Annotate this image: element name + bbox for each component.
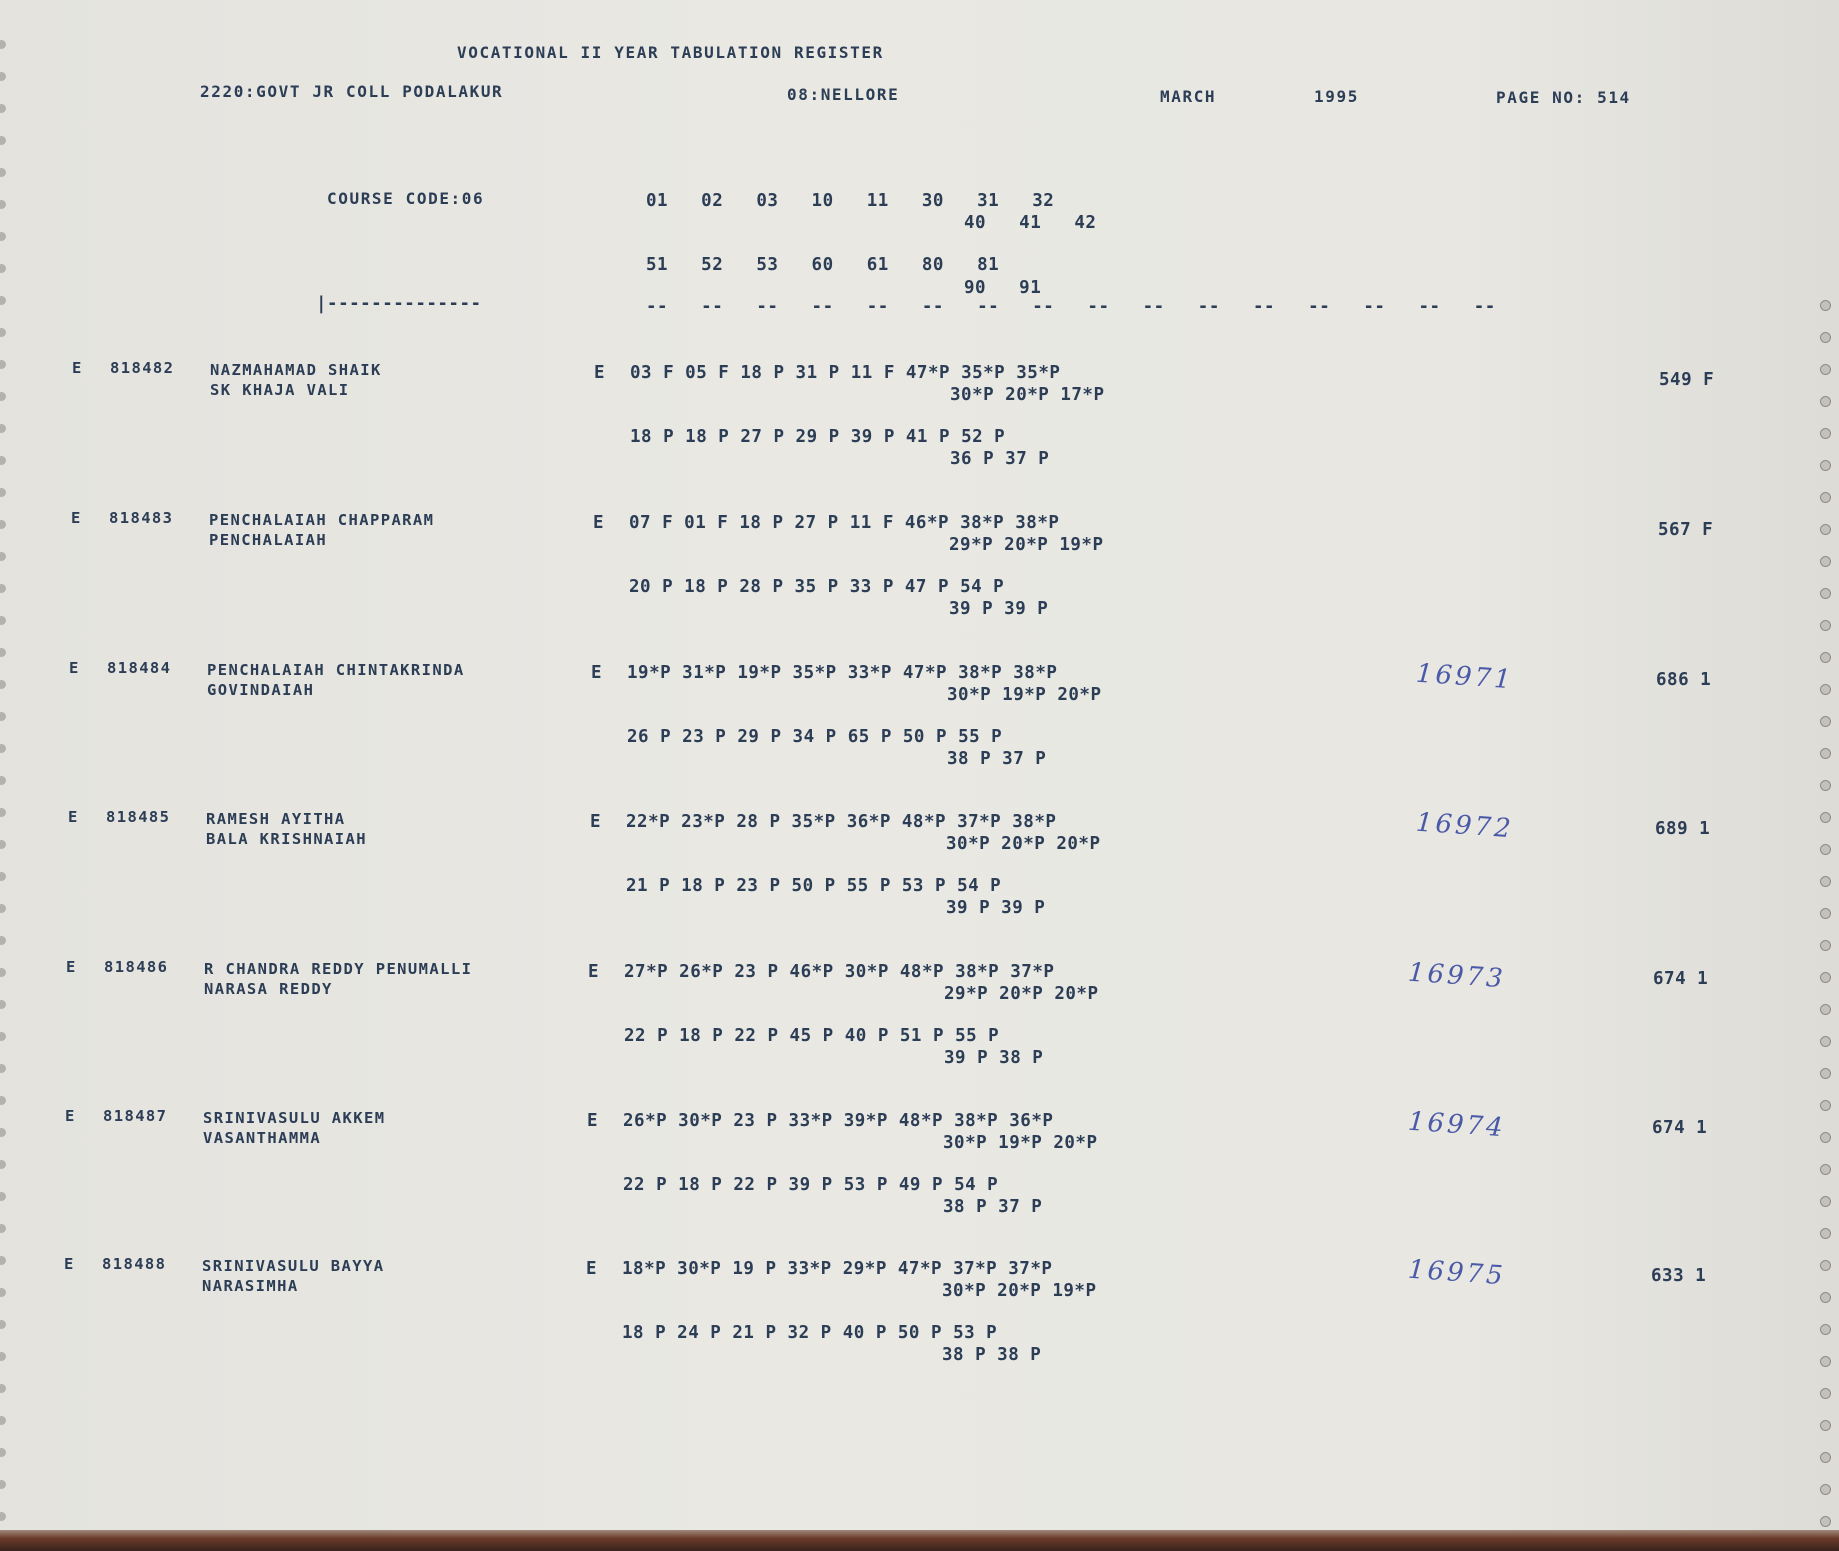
feed-hole — [0, 904, 6, 913]
feed-hole — [1820, 1452, 1831, 1463]
student-roll-number: 818487 — [103, 1107, 168, 1125]
student-category: E — [68, 808, 79, 826]
marks-row2: 18 P 18 P 27 P 29 P 39 P 41 P 52 P — [630, 427, 1006, 447]
marks-row2: 22 P 18 P 22 P 45 P 40 P 51 P 55 P — [624, 1026, 1000, 1046]
student-category: E — [72, 359, 83, 377]
student-parent-name: NARASIMHA — [202, 1277, 299, 1295]
exam-year: 1995 — [1314, 87, 1359, 106]
feed-hole — [0, 1000, 6, 1009]
feed-hole — [1820, 1516, 1831, 1527]
student-medium: E — [591, 663, 603, 683]
feed-hole — [1820, 1036, 1831, 1047]
subject-codes-row2b: 90 91 — [964, 278, 1042, 298]
feed-hole — [1820, 812, 1831, 823]
marks-row2b: 36 P 37 P — [950, 449, 1050, 469]
marks-row2: 22 P 18 P 22 P 39 P 53 P 49 P 54 P — [623, 1175, 999, 1195]
feed-hole — [1820, 908, 1831, 919]
feed-hole — [0, 392, 6, 401]
feed-hole — [0, 1320, 6, 1329]
feed-hole — [0, 296, 6, 305]
marks-row1b: 30*P 20*P 20*P — [946, 834, 1101, 854]
feed-hole — [1820, 428, 1831, 439]
feed-hole — [0, 200, 6, 209]
student-category: E — [64, 1255, 75, 1273]
feed-hole — [1820, 1484, 1831, 1495]
feed-hole — [1820, 1196, 1831, 1207]
feed-hole — [0, 136, 6, 145]
feed-hole — [1820, 716, 1831, 727]
feed-hole — [0, 40, 6, 49]
feed-hole — [1820, 300, 1831, 311]
student-medium: E — [587, 1111, 599, 1131]
feed-hole — [1820, 1100, 1831, 1111]
marks-row2b: 38 P 38 P — [942, 1345, 1042, 1365]
binder-edge — [0, 1530, 1839, 1551]
feed-hole — [0, 360, 6, 369]
student-name: SRINIVASULU AKKEM — [203, 1109, 386, 1127]
handwritten-serial: 16974 — [1407, 1106, 1507, 1144]
feed-hole — [0, 616, 6, 625]
feed-hole — [0, 680, 6, 689]
marks-row1b: 30*P 19*P 20*P — [943, 1133, 1098, 1153]
feed-hole — [0, 1224, 6, 1233]
marks-row2: 21 P 18 P 23 P 50 P 55 P 53 P 54 P — [626, 876, 1002, 896]
feed-hole — [1820, 1388, 1831, 1399]
subject-codes-row1: 01 02 03 10 11 30 31 32 — [646, 191, 1055, 211]
subject-codes-row2: 51 52 53 60 61 80 81 — [646, 255, 1000, 275]
marks-row2b: 38 P 37 P — [947, 749, 1047, 769]
feed-hole — [1820, 1260, 1831, 1271]
feed-hole — [0, 968, 6, 977]
feed-hole — [1820, 332, 1831, 343]
student-name: PENCHALAIAH CHAPPARAM — [209, 511, 435, 529]
student-name: R CHANDRA REDDY PENUMALLI — [204, 960, 473, 978]
marks-row1: 19*P 31*P 19*P 35*P 33*P 47*P 38*P 38*P — [627, 663, 1058, 683]
student-parent-name: NARASA REDDY — [204, 980, 333, 998]
tractor-holes-right — [1818, 0, 1832, 1530]
marks-row2: 26 P 23 P 29 P 34 P 65 P 50 P 55 P — [627, 727, 1003, 747]
student-category: E — [71, 509, 82, 527]
feed-hole — [0, 840, 6, 849]
student-total-result: 549 F — [1659, 370, 1715, 390]
feed-hole — [1820, 1004, 1831, 1015]
student-roll-number: 818485 — [106, 808, 171, 826]
feed-hole — [1820, 492, 1831, 503]
feed-hole — [1820, 1164, 1831, 1175]
feed-hole — [0, 1384, 6, 1393]
feed-hole — [0, 1192, 6, 1201]
marks-row2b: 39 P 39 P — [949, 599, 1049, 619]
student-medium: E — [593, 513, 605, 533]
course-code: COURSE CODE:06 — [327, 189, 485, 208]
feed-hole — [1820, 748, 1831, 759]
college-name: 2220:GOVT JR COLL PODALAKUR — [200, 82, 504, 101]
handwritten-serial: 16971 — [1415, 658, 1515, 696]
feed-hole — [0, 872, 6, 881]
student-roll-number: 818484 — [107, 659, 172, 677]
marks-row1: 18*P 30*P 19 P 33*P 29*P 47*P 37*P 37*P — [622, 1259, 1053, 1279]
page-number: PAGE NO: 514 — [1496, 88, 1631, 107]
feed-hole — [0, 712, 6, 721]
feed-hole — [1820, 1420, 1831, 1431]
student-total-result: 674 1 — [1652, 1118, 1708, 1138]
feed-hole — [0, 1096, 6, 1105]
feed-hole — [1820, 396, 1831, 407]
handwritten-serial: 16972 — [1415, 807, 1515, 845]
student-medium: E — [586, 1259, 598, 1279]
feed-hole — [0, 1032, 6, 1041]
district-name: 08:NELLORE — [787, 85, 900, 104]
feed-hole — [1820, 460, 1831, 471]
feed-hole — [1820, 972, 1831, 983]
student-category: E — [69, 659, 80, 677]
exam-month: MARCH — [1160, 87, 1217, 106]
student-category: E — [66, 958, 77, 976]
student-roll-number: 818488 — [102, 1255, 167, 1273]
feed-hole — [1820, 1228, 1831, 1239]
student-name: RAMESH AYITHA — [206, 810, 346, 828]
feed-hole — [1820, 876, 1831, 887]
feed-hole — [1820, 1292, 1831, 1303]
register-title: VOCATIONAL II YEAR TABULATION REGISTER — [457, 43, 884, 62]
feed-hole — [1820, 1356, 1831, 1367]
marks-row1b: 30*P 19*P 20*P — [947, 685, 1102, 705]
student-total-result: 689 1 — [1655, 819, 1711, 839]
feed-hole — [0, 744, 6, 753]
student-parent-name: PENCHALAIAH — [209, 531, 328, 549]
feed-hole — [0, 1480, 6, 1489]
feed-hole — [1820, 844, 1831, 855]
student-roll-number: 818483 — [109, 509, 174, 527]
feed-hole — [0, 1448, 6, 1457]
feed-hole — [0, 264, 6, 273]
feed-hole — [0, 424, 6, 433]
feed-hole — [0, 456, 6, 465]
feed-hole — [1820, 780, 1831, 791]
student-parent-name: VASANTHAMMA — [203, 1129, 322, 1147]
student-parent-name: BALA KRISHNAIAH — [206, 830, 367, 848]
feed-hole — [0, 1256, 6, 1265]
student-medium: E — [594, 363, 606, 383]
feed-hole — [0, 1512, 6, 1521]
feed-hole — [1820, 684, 1831, 695]
marks-row1: 03 F 05 F 18 P 31 P 11 F 47*P 35*P 35*P — [630, 363, 1061, 383]
student-name: SRINIVASULU BAYYA — [202, 1257, 385, 1275]
student-roll-number: 818486 — [104, 958, 169, 976]
feed-hole — [1820, 1132, 1831, 1143]
feed-hole — [1820, 940, 1831, 951]
marks-row1b: 30*P 20*P 19*P — [942, 1281, 1097, 1301]
feed-hole — [0, 1288, 6, 1297]
marks-row2: 20 P 18 P 28 P 35 P 33 P 47 P 54 P — [629, 577, 1005, 597]
marks-row1b: 29*P 20*P 20*P — [944, 984, 1099, 1004]
feed-hole — [1820, 1324, 1831, 1335]
tractor-holes-left — [0, 0, 14, 1530]
subject-codes-row1b: 40 41 42 — [964, 213, 1097, 233]
feed-hole — [0, 104, 6, 113]
feed-hole — [0, 520, 6, 529]
marks-row1: 27*P 26*P 23 P 46*P 30*P 48*P 38*P 37*P — [624, 962, 1055, 982]
feed-hole — [1820, 524, 1831, 535]
feed-hole — [0, 584, 6, 593]
marks-row1: 22*P 23*P 28 P 35*P 36*P 48*P 37*P 38*P — [626, 812, 1057, 832]
underline-left: |-------------- — [316, 294, 482, 314]
feed-hole — [0, 1064, 6, 1073]
student-category: E — [65, 1107, 76, 1125]
feed-hole — [1820, 652, 1831, 663]
marks-row2b: 39 P 39 P — [946, 898, 1046, 918]
student-total-result: 633 1 — [1651, 1266, 1707, 1286]
marks-row1b: 29*P 20*P 19*P — [949, 535, 1104, 555]
feed-hole — [0, 72, 6, 81]
student-medium: E — [588, 962, 600, 982]
feed-hole — [1820, 364, 1831, 375]
student-total-result: 686 1 — [1656, 670, 1712, 690]
feed-hole — [0, 1128, 6, 1137]
handwritten-serial: 16973 — [1407, 957, 1507, 995]
underline-columns: -- -- -- -- -- -- -- -- -- -- -- -- -- -- -- -- — [646, 297, 1496, 317]
feed-hole — [0, 552, 6, 561]
marks-row2b: 38 P 37 P — [943, 1197, 1043, 1217]
feed-hole — [0, 328, 6, 337]
feed-hole — [0, 488, 6, 497]
student-total-result: 674 1 — [1653, 969, 1709, 989]
student-medium: E — [590, 812, 602, 832]
marks-row1b: 30*P 20*P 17*P — [950, 385, 1105, 405]
feed-hole — [0, 1160, 6, 1169]
feed-hole — [1820, 620, 1831, 631]
student-name: PENCHALAIAH CHINTAKRINDA — [207, 661, 465, 679]
feed-hole — [1820, 588, 1831, 599]
marks-row2b: 39 P 38 P — [944, 1048, 1044, 1068]
feed-hole — [0, 1352, 6, 1361]
handwritten-serial: 16975 — [1407, 1254, 1507, 1292]
student-total-result: 567 F — [1658, 520, 1714, 540]
student-roll-number: 818482 — [110, 359, 175, 377]
student-parent-name: SK KHAJA VALI — [210, 381, 350, 399]
feed-hole — [1820, 1068, 1831, 1079]
feed-hole — [0, 1416, 6, 1425]
marks-row1: 07 F 01 F 18 P 27 P 11 F 46*P 38*P 38*P — [629, 513, 1060, 533]
feed-hole — [0, 776, 6, 785]
feed-hole — [0, 936, 6, 945]
marks-row2: 18 P 24 P 21 P 32 P 40 P 50 P 53 P — [622, 1323, 998, 1343]
feed-hole — [1820, 556, 1831, 567]
feed-hole — [0, 648, 6, 657]
student-name: NAZMAHAMAD SHAIK — [210, 361, 382, 379]
feed-hole — [0, 232, 6, 241]
marks-row1: 26*P 30*P 23 P 33*P 39*P 48*P 38*P 36*P — [623, 1111, 1054, 1131]
feed-hole — [0, 808, 6, 817]
student-parent-name: GOVINDAIAH — [207, 681, 315, 699]
feed-hole — [0, 168, 6, 177]
